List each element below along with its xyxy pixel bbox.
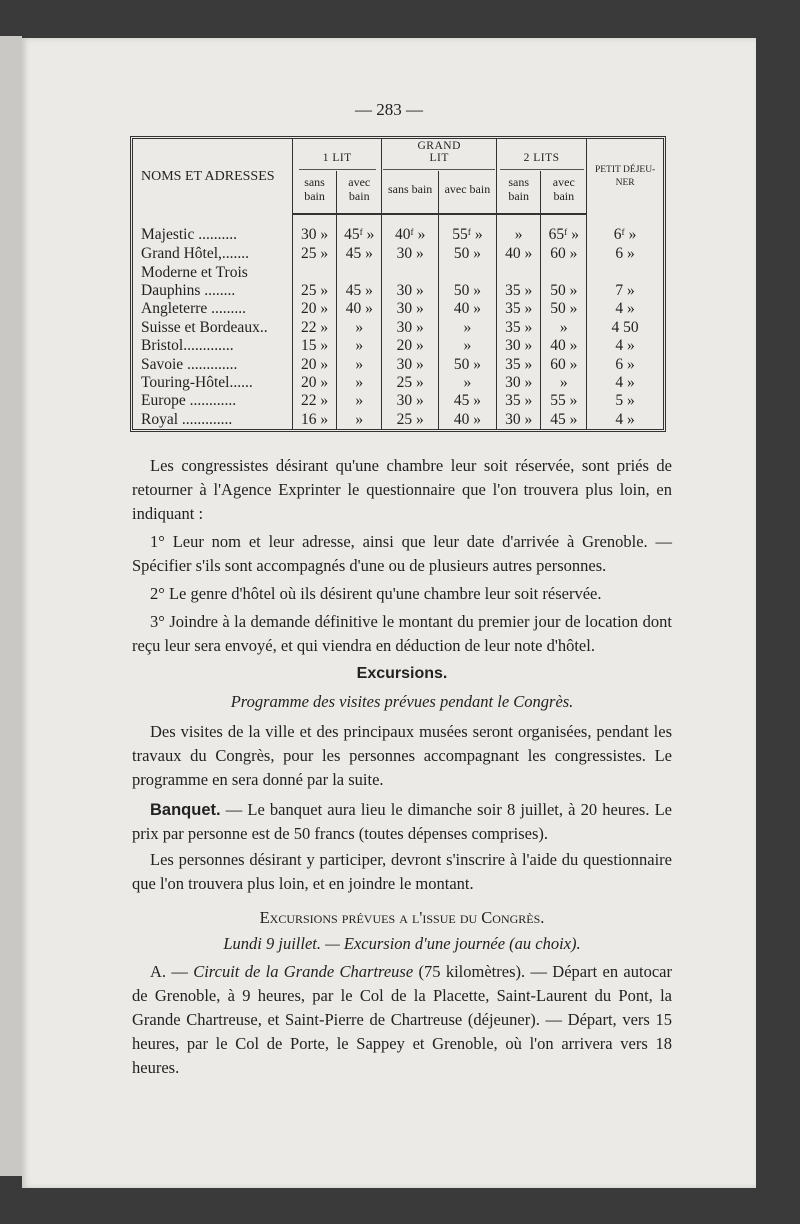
price-cell: 45ᶠ » [337,214,382,245]
price-cell: 40 » [496,245,540,263]
price-cell: 50 » [541,300,587,318]
price-cell [382,263,438,281]
price-cell: 40 » [438,300,496,318]
price-cell: 40 » [337,300,382,318]
price-cell [438,263,496,281]
price-cell: 45 » [337,245,382,263]
price-cell: 35 » [496,282,540,300]
price-cell: » [337,392,382,410]
hotel-name-cell: Touring-Hôtel...... [133,374,293,392]
price-cell: 30 » [382,245,438,263]
paragraph-item-3: 3° Joindre à la demande définitive le montant du premier jour de location dont reçu leur sera envoyé, et qui viendra en déduction de leur note d'hôtel. [132,612,672,655]
price-cell: 30 » [382,392,438,410]
hotel-name-cell: Suisse et Bordeaux.. [133,319,293,337]
hotel-name-cell: Royal ............. [133,411,293,429]
price-cell: 30 » [496,374,540,392]
subheader-avec-bain: avec bain [337,171,382,214]
price-cell [541,263,587,281]
price-cell: 30 » [382,300,438,318]
price-cell: 30 » [382,355,438,373]
price-cell: 45 » [541,411,587,429]
excursions-section [132,662,672,1080]
price-cell: 6 » [615,355,635,373]
lundi-heading: Lundi 9 juillet. — Excursion d'une journée (au choix). [223,934,581,953]
price-cell: 25 » [293,282,337,300]
price-cell: » [438,337,496,355]
table-row [133,300,663,318]
price-cell: 30 » [496,411,540,429]
header-grand-lit: GRAND LIT [382,139,497,171]
subheader-sans-bain: sans bain [382,171,438,214]
hotel-name-cell: Angleterre ......... [133,300,293,318]
price-cell: 7 » [615,282,635,299]
paragraph-intro: Les congressistes désirant qu'une chambre leur soit réservée, sont priés de retourner à l'Agence Exprinter le questionnaire que l'on trouvera plus loin, en indiquant : [132,456,672,523]
price-cell: » [496,214,540,245]
hotel-name-cell: Savoie ............. [133,355,293,373]
price-cell: 4 » [615,337,635,355]
table-row [133,319,663,337]
price-cell: » [337,337,382,355]
price-cell: 4 50 [611,318,639,336]
paragraph-circuit-a: A. — Circuit de la Grande Chartreuse (75 kilomètres). — Départ en autocar de Grenoble, à 9 heures, par le Col de la Placette, Saint-Laurent du Pont, la Grande Chartreuse, et Saint-Pierre de Chartreuse (déjeuner). — Départ, vers 15 heures, par le Col de Porte, le Sappey et Grenoble, où l'on arrivera vers 18 heures. [132,962,672,1077]
programme-title: Programme des visites prévues pendant le Congrès. [230,692,574,711]
excursions-title: Excursions. [356,665,448,682]
table-row [133,337,663,355]
price-cell: 60 » [541,245,587,263]
price-cell: 15 » [293,337,337,355]
price-cell: 20 » [293,300,337,318]
table-row [133,214,663,245]
table-row [133,355,663,373]
table-row [133,263,663,281]
price-cell [293,263,337,281]
table-row [133,411,663,429]
price-cell: 40 » [438,411,496,429]
price-cell: 30 » [496,337,540,355]
table-row [133,374,663,392]
price-cell: 22 » [293,319,337,337]
subheader-sans-bain: sans bain [496,171,540,214]
hotel-name-cell: Moderne et Trois [133,263,293,281]
price-cell: 25 » [293,245,337,263]
price-cell: 40 » [541,337,587,355]
price-cell: 25 » [382,411,438,429]
price-cell: 65ᶠ » [541,214,587,245]
excursions-after-heading: Excursions prévues a l'issue du Congrès. [259,908,545,927]
price-cell [496,263,540,281]
price-cell: 5 » [615,392,635,410]
table-row [133,245,663,263]
price-cell: 50 » [438,355,496,373]
subheader-avec-bain: avec bain [438,171,496,214]
price-cell: » [337,355,382,373]
header-1-lit: 1 LIT [293,139,382,171]
price-cell: 35 » [496,300,540,318]
price-cell: 25 » [382,374,438,392]
hotel-price-table [130,136,666,432]
price-cell: 20 » [293,355,337,373]
price-cell: 22 » [293,392,337,410]
price-cell: 6 » [615,245,635,263]
paragraph-item-2: 2° Le genre d'hôtel où ils désirent qu'une chambre leur soit réservée. [150,584,602,603]
page-number: — 283 — [355,100,423,119]
price-cell: » [337,374,382,392]
hotel-name-cell: Dauphins ........ [133,282,293,300]
paragraph-banquet: Banquet. — Le banquet aura lieu le dimanche soir 8 juillet, à 20 heures. Le prix par personne est de 50 francs (toutes dépenses comprises). [132,800,672,843]
price-cell: 50 » [438,245,496,263]
price-cell: 16 » [293,411,337,429]
circuit-title: Circuit de la Grande Chartreuse [193,962,414,981]
price-cell: 4 » [615,373,635,391]
price-cell: » [337,411,382,429]
table-row [133,392,663,410]
price-cell: 35 » [496,355,540,373]
price-cell: » [541,374,587,392]
price-cell: 6ᶠ » [613,225,637,243]
left-page-edge [0,36,22,1176]
subheader-avec-bain: avec bain [541,171,587,214]
price-cell: 50 » [541,282,587,300]
hotel-name-cell: Grand Hôtel,....... [133,245,293,263]
document-page [22,38,756,1188]
price-cell [337,263,382,281]
price-cell: » [438,319,496,337]
price-cell: 40ᶠ » [382,214,438,245]
price-cell: » [541,319,587,337]
price-cell: 4 » [615,300,635,318]
banquet-label: Banquet. [150,801,221,819]
price-cell: 60 » [541,355,587,373]
price-cell: 20 » [293,374,337,392]
paragraph-item-1: 1° Leur nom et leur adresse, ainsi que leur date d'arrivée à Grenoble. — Spécifier s'ils sont accompagnés d'une ou de plusieurs autres personnes. [132,532,672,575]
price-cell: » [337,319,382,337]
reservation-text [132,454,672,658]
hotel-name-cell: Majestic .......... [133,214,293,245]
price-cell: 45 » [438,392,496,410]
header-2-lits: 2 LITS [496,139,586,171]
hotel-name-cell: Europe ............ [133,392,293,410]
price-cell: 20 » [382,337,438,355]
header-names: NOMS ET ADRESSES [133,139,293,214]
price-cell: » [438,374,496,392]
price-cell: 30 » [382,319,438,337]
paragraph-visites: Des visites de la ville et des principaux musées seront organisées, pendant les travaux du Congrès, pour les personnes accompagnant les congressistes. Le programme en sera donné par la suite. [132,722,672,789]
paragraph-inscription: Les personnes désirant y participer, devront s'inscrire à l'aide du questionnaire que l'on trouvera plus loin, et en joindre le montant. [132,850,672,893]
table-row [133,282,663,300]
price-cell: 50 » [438,282,496,300]
price-cell: 4 » [615,410,635,428]
hotel-name-cell: Bristol............. [133,337,293,355]
price-cell: 30 » [293,214,337,245]
header-petit-dejeuner: PETIT DÉJEU-NER [594,164,656,188]
subheader-sans-bain: sans bain [293,171,337,214]
price-cell: 35 » [496,319,540,337]
table-body [133,214,663,429]
price-cell: 45 » [337,282,382,300]
price-cell: 55ᶠ » [438,214,496,245]
price-cell [587,263,663,281]
price-cell: 30 » [382,282,438,300]
price-cell: 35 » [496,392,540,410]
price-cell: 55 » [541,392,587,410]
